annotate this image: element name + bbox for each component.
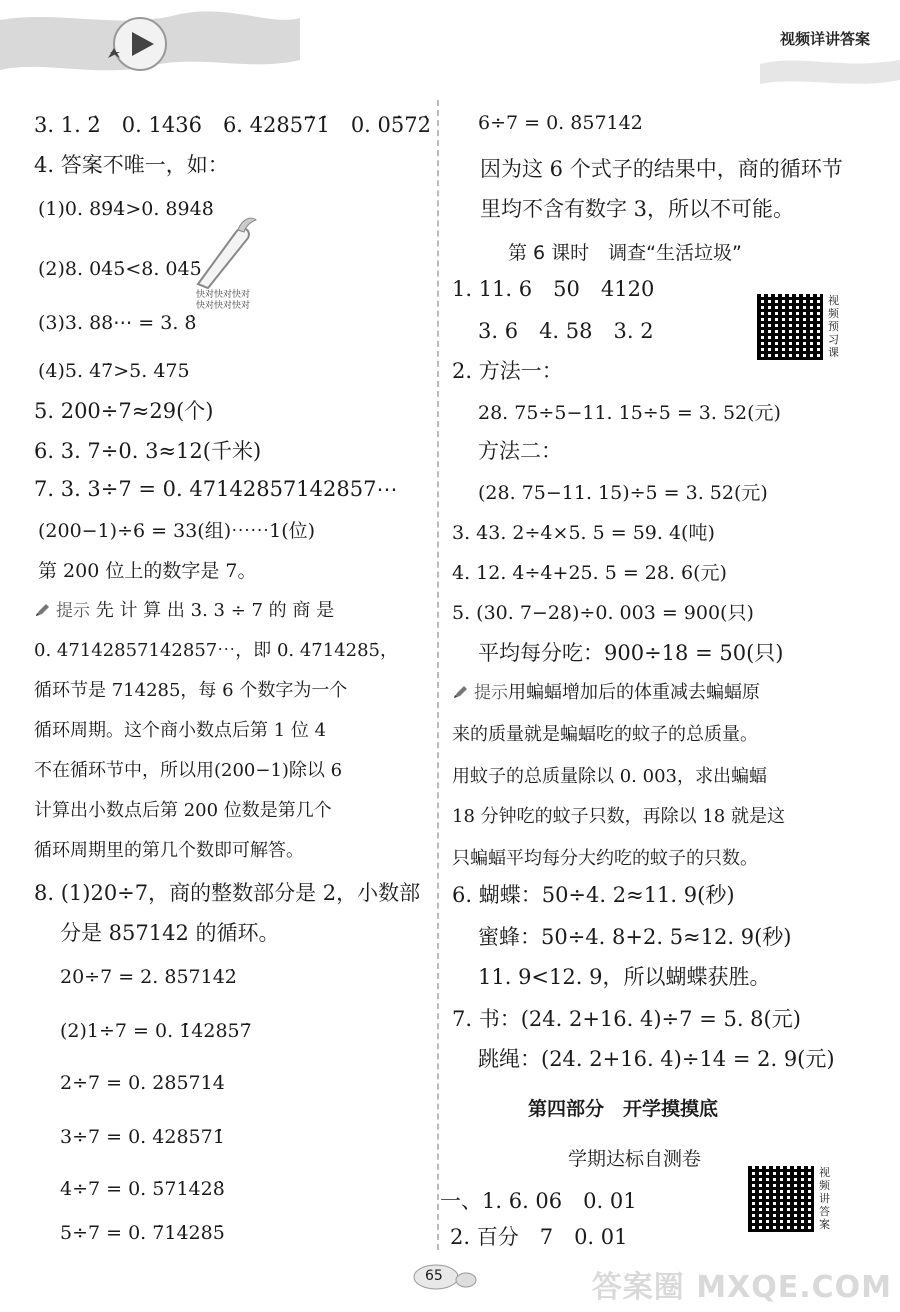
answer-line: 5. 200÷7≈29(个) — [34, 399, 214, 423]
answer-line: 里均不含有数字 3，所以不可能。 — [480, 197, 795, 221]
answer-line: (28. 75−11. 15)÷5 = 3. 52(元) — [478, 482, 768, 504]
answer-line: (1)0. 89̇4̇>0. 894̇8̇ — [38, 198, 214, 220]
answer-line: 4. 12. 4÷4+25. 5 = 28. 6(元) — [452, 562, 727, 584]
tip-line: 计算出小数点后第 200 位数是第几个 — [34, 800, 332, 821]
sticker-caption — [196, 290, 250, 312]
lesson-title: 第 6 课时 调查“生活垃圾” — [508, 242, 742, 264]
carrot-sticker-icon — [190, 212, 260, 292]
qr-label: 视频讲答案 — [819, 1166, 830, 1231]
qr-code-preview[interactable] — [757, 294, 823, 360]
page-number-badge — [408, 1262, 488, 1292]
answer-line: 2÷7 = 0. 2̇85714̇ — [60, 1072, 225, 1094]
answer-line: (4)5. 4̇7̇>5. 475 — [38, 360, 190, 382]
answer-line: 7. 3. 3÷7 = 0. 47142857142857⋯ — [34, 477, 398, 501]
answer-line: 28. 75÷5−11. 15÷5 = 3. 52(元) — [478, 402, 781, 424]
answer-line: 蜜蜂：50÷4. 8+2. 5≈12. 9(秒) — [478, 925, 792, 949]
tip-text: 先 计 算 出 3. 3 ÷ 7 的 商 是 — [95, 600, 335, 621]
qr-label: 视频预习课 — [828, 294, 839, 359]
answer-line: (2)8. 04̇5̇<8. 04̇5̇ — [38, 258, 202, 280]
tip-line: 不在循环节中，所以用(200−1)除以 6 — [34, 760, 343, 781]
answer-line: 3. 43. 2÷4×5. 5 = 59. 4(吨) — [452, 522, 715, 544]
page-number: 65 — [425, 1268, 443, 1284]
answer-line: 8. (1)20÷7，商的整数部分是 2，小数部 — [34, 881, 421, 905]
answer-line: 分是 857142 的循环。 — [60, 921, 280, 945]
answer-line: 2. 百分 7 0. 01 — [450, 1225, 628, 1249]
answer-line: 3. 6 4. 58 3. 2 — [478, 319, 654, 343]
answer-line: 4. 答案不唯一，如： — [34, 153, 229, 177]
column-divider — [437, 100, 439, 1250]
answer-line: 7. 书：(24. 2+16. 4)÷7 = 5. 8(元) — [452, 1007, 801, 1031]
tip-line: 循环周期里的第几个数即可解答。 — [34, 840, 304, 861]
answer-line: 5. (30. 7−28)÷0. 003 = 900(只) — [452, 602, 754, 624]
part-title: 第四部分 开学摸摸底 — [528, 1098, 719, 1120]
answer-line: (3)3. 88⋯ = 3. 8̇ — [38, 312, 197, 334]
tip-label: 提示 — [474, 683, 508, 703]
answer-line: 6÷7 = 0. 8̇57142̇ — [478, 112, 643, 134]
answer-line: 一、1. 6. 06 0. 01 — [440, 1189, 637, 1213]
answer-line: 11. 9<12. 9，所以蝴蝶获胜。 — [478, 965, 771, 989]
answer-line: 第 200 位上的数字是 7。 — [38, 560, 257, 582]
answer-line: 方法二： — [478, 439, 562, 463]
tip-line: 用蚊子的总质量除以 0. 003，求出蝙蝠 — [452, 766, 767, 787]
tip-line: 循环周期。这个商小数点后第 1 位 4 — [34, 720, 327, 741]
answer-line: 平均每分吃：900÷18 = 50(只) — [478, 641, 784, 665]
answer-line: 5÷7 = 0. 7̇14285̇ — [60, 1222, 225, 1244]
answer-line: 3. 1. 2̇ 0. 14̇36̇ 6. 42857̇1̇ 0. 05̇72̇ — [34, 113, 431, 137]
answer-line: 20÷7 = 2. 8̇57142̇ — [60, 966, 237, 988]
tip-line: 0. 47142857142857⋯，即 0. 47̇14285̇， — [34, 640, 399, 661]
tip-text: 用蝙蝠增加后的体重减去蝙蝠原 — [508, 682, 760, 703]
answer-line: 3÷7 = 0. 4̇28571̇ — [60, 1126, 225, 1148]
answer-line: 因为这 6 个式子的结果中，商的循环节 — [480, 157, 843, 181]
watermark: 答案圈 MXQE.COM — [591, 1270, 892, 1305]
pencil-icon — [34, 602, 52, 618]
test-title: 学期达标自测卷 — [568, 1148, 702, 1170]
tip-line: 来的质量就是蝙蝠吃的蚊子的总质量。 — [452, 724, 758, 745]
answer-line: 6. 3. 7÷0. 3≈12(千米) — [34, 439, 262, 463]
answer-line: 跳绳：(24. 2+16. 4)÷14 = 2. 9(元) — [478, 1047, 835, 1071]
answer-line: 1. 11. 6 50 4120 — [452, 277, 655, 301]
header-decoration — [0, 0, 900, 96]
header-title: 视频详讲答案 — [779, 30, 870, 48]
answer-line: (200−1)÷6 = 33(组)⋯⋯1(位) — [38, 520, 316, 542]
answer-line: 6. 蝴蝶：50÷4. 2≈11. 9(秒) — [452, 883, 735, 907]
sticker-caption-line: 快对快对快对 — [196, 290, 251, 300]
sticker-caption-line: 快对快对快对 — [196, 301, 251, 311]
tip-label: 提示 — [56, 601, 90, 621]
answer-line: (2)1÷7 = 0. 1̇42857̇ — [60, 1020, 252, 1042]
qr-code-answers[interactable] — [748, 1166, 814, 1232]
tip-line: 18 分钟吃的蚊子只数，再除以 18 就是这 — [452, 806, 785, 827]
answer-line: 4÷7 = 0. 5̇71428̇ — [60, 1178, 225, 1200]
tip-line: 只蝙蝠平均每分大约吃的蚊子的只数。 — [452, 848, 758, 869]
pencil-icon — [452, 684, 470, 700]
answer-line: 2. 方法一： — [452, 359, 563, 383]
tip-line: 循环节是 714285，每 6 个数字为一个 — [34, 680, 348, 701]
